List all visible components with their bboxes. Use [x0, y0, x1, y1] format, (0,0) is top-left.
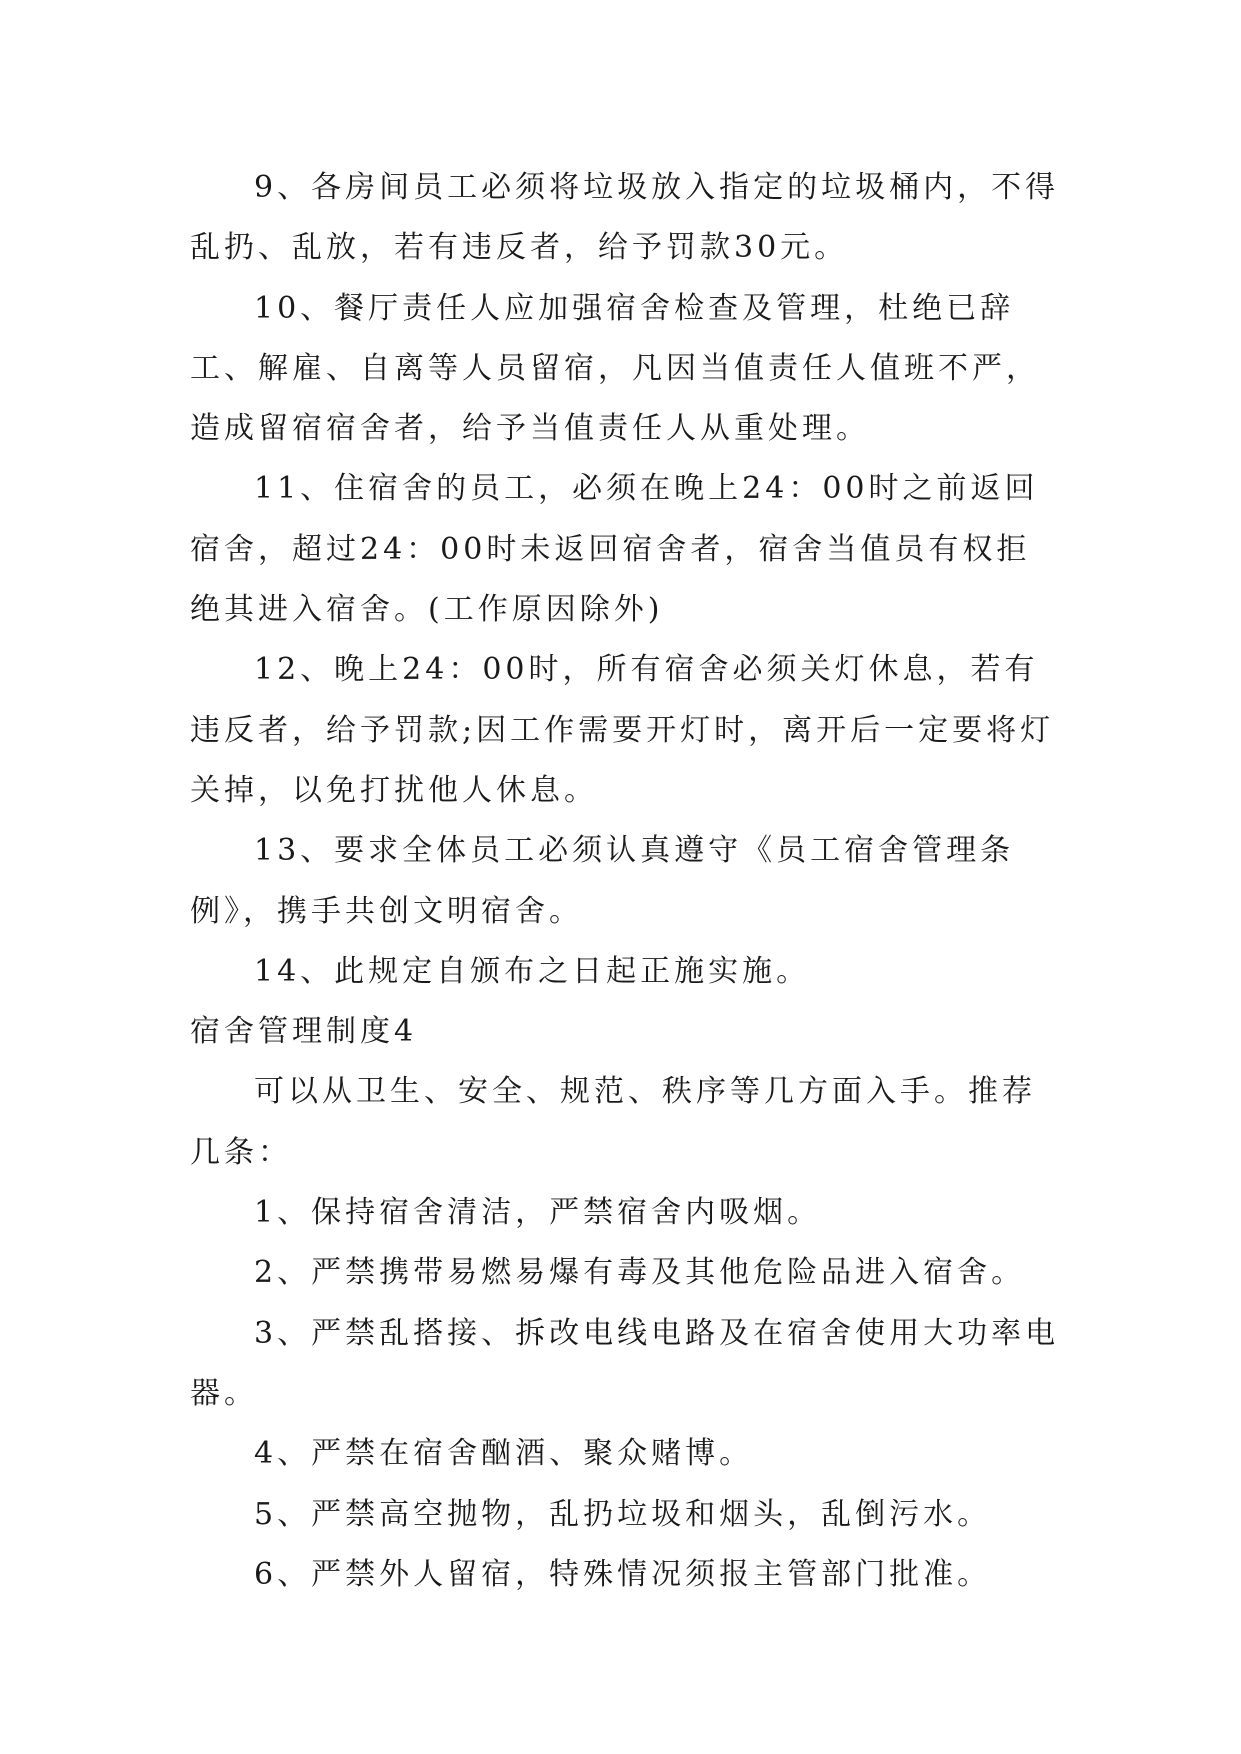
section-rule-3: 3、严禁乱搭接、拆改电线电路及在宿舍使用大功率电器。	[190, 1315, 1060, 1411]
section-rule-4: 4、严禁在宿舍酗酒、聚众赌博。	[254, 1436, 754, 1472]
rule-paragraph-9: 9、各房间员工必须将垃圾放入指定的垃圾桶内，不得乱扔、乱放，若有违反者，给予罚款30元。	[190, 170, 1060, 266]
section-rule-5: 5、严禁高空抛物，乱扔垃圾和烟头，乱倒污水。	[254, 1496, 992, 1532]
rule-paragraph-14: 14、此规定自颁布之日起正施实施。	[254, 953, 811, 989]
rule-paragraph-12: 12、晚上24：00时，所有宿舍必须关灯休息，若有违反者，给予罚款;因工作需要开灯时，离开后一定要将灯关掉，以免打扰他人休息。	[190, 652, 1055, 808]
rule-paragraph-11: 11、住宿舍的员工，必须在晚上24：00时之前返回宿舍，超过24：00时未返回宿舍者，宿舍当值员有权拒绝其进入宿舍。(工作原因除外)	[190, 471, 1039, 628]
section-title: 宿舍管理制度4	[190, 1014, 418, 1050]
rule-paragraph-13: 13、要求全体员工必须认真遵守《员工宿舍管理条例》，携手共创文明宿舍。	[190, 833, 1015, 929]
rule-paragraph-10: 10、餐厅责任人应加强宿舍检查及管理，杜绝已辞工、解雇、自离等人员留宿，凡因当值责任人值班不严，造成留宿宿舍者，给予当值责任人从重处理。	[190, 290, 1040, 447]
document-body	[190, 158, 1060, 1605]
section-intro: 可以从卫生、安全、规范、秩序等几方面入手。推荐几条：	[190, 1074, 1036, 1170]
section-rule-6: 6、严禁外人留宿，特殊情况须报主管部门批准。	[254, 1556, 992, 1592]
section-rule-1: 1、保持宿舍清洁，严禁宿舍内吸烟。	[254, 1195, 822, 1231]
section-rule-2: 2、严禁携带易燃易爆有毒及其他危险品进入宿舍。	[254, 1255, 1026, 1291]
